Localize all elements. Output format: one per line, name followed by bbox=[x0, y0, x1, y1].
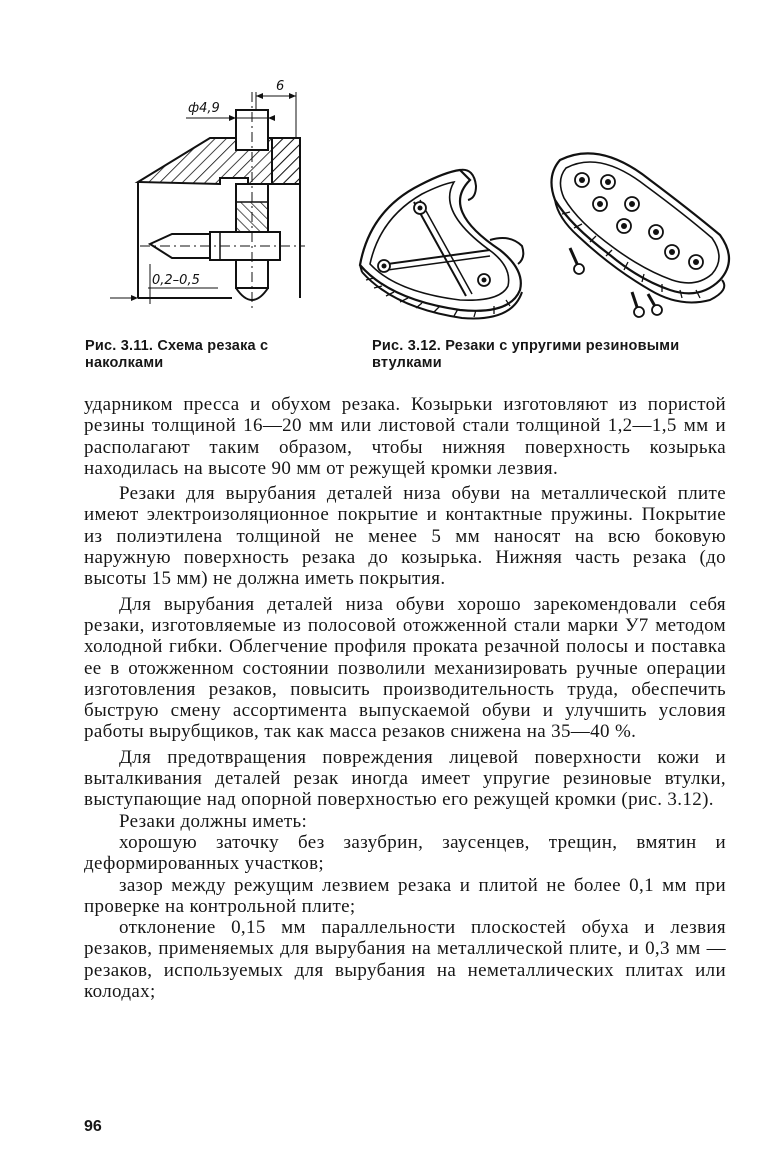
paragraph-insulating-coating: Резаки для вырубания деталей низа обуви на металлической плите имеют электроизоляционное покрытие и контактные пружины. Покрытие из полиэтилена толщиной не менее 5 мм наносят на всю боковую наружную поверхность резака до козырька. Нижняя часть резака (до высоты 15 мм) не должна иметь покрытия. bbox=[84, 483, 726, 590]
page-number: 96 bbox=[84, 1118, 102, 1135]
caption-text: Резаки с упругими резиновыми втулками bbox=[372, 338, 680, 371]
dimension-width-label: 6 bbox=[276, 79, 285, 94]
requirement-item: отклонение 0,15 мм параллельности плоскостей обуха и лезвия резаков, применяемых для вырубания на металлической плите, и 0,3 мм — резаков, используемых для вырубания на неметаллических плитах или колодах; bbox=[84, 917, 726, 1003]
triangular-cutter-illustration bbox=[360, 170, 523, 319]
paragraph-cold-bending: Для вырубания деталей низа обуви хорошо зарекомендовали себя резаки, изготовляемые из полосовой отожженной стали марки У7 методом холодной гибки. Облегчение профиля проката резачной полосы и поставка ее в отожженном состоянии позволили механизировать ручные операции изготовления резаков, повысить производительность труда, обеспечить быструю смену ассортимента выпускаемой обуви и улучшить условия работы вырубщиков, так как масса резаков снижена на 35—40 %. bbox=[84, 593, 726, 743]
caption-lead: Рис. 3.12. bbox=[372, 338, 441, 354]
paragraph-requirements-intro: Резаки должны иметь: bbox=[119, 810, 308, 832]
caption-text: Схема резака с наколками bbox=[85, 338, 269, 371]
figure-3-12-caption bbox=[372, 338, 732, 372]
figure-3-11-cutter-scheme bbox=[100, 72, 340, 330]
caption-lead: Рис. 3.11. bbox=[85, 338, 154, 354]
rubber-bushing-cutters-drawing bbox=[350, 140, 735, 330]
sole-cutter-illustration bbox=[551, 153, 729, 317]
paragraph-rubber-bushings: Для предотвращения повреждения лицевой поверхности кожи и выталкивания деталей резак иногда имеет упругие резиновые втулки, выступающие над опорной поверхностью его режущей кромки (рис. 3.12). bbox=[84, 746, 726, 811]
paragraph-continuation: ударником пресса и обухом резака. Козырьки изготовляют из пористой резины толщиной 16—20 мм или листовой стали толщиной 1,2—1,5 мм и располагают таким образом, чтобы нижняя поверхность козырька находилась на высоте 90 мм от режущей кромки лезвия. bbox=[84, 394, 726, 479]
cutter-scheme-drawing bbox=[100, 72, 340, 330]
requirement-item: зазор между режущим лезвием резака и плитой не более 0,1 мм при проверке на контрольной плите; bbox=[84, 874, 726, 917]
dimension-gap-label: 0,2–0,5 bbox=[152, 273, 200, 288]
requirement-item: хорошую заточку без зазубрин, заусенцев, трещин, вмятин и деформированных участков; bbox=[84, 831, 726, 875]
figure-3-11-caption bbox=[85, 338, 350, 372]
dimension-diameter-label: ф4,9 bbox=[188, 101, 220, 116]
body-text bbox=[84, 394, 726, 1002]
figure-3-12-rubber-bushing-cutters bbox=[350, 140, 735, 330]
